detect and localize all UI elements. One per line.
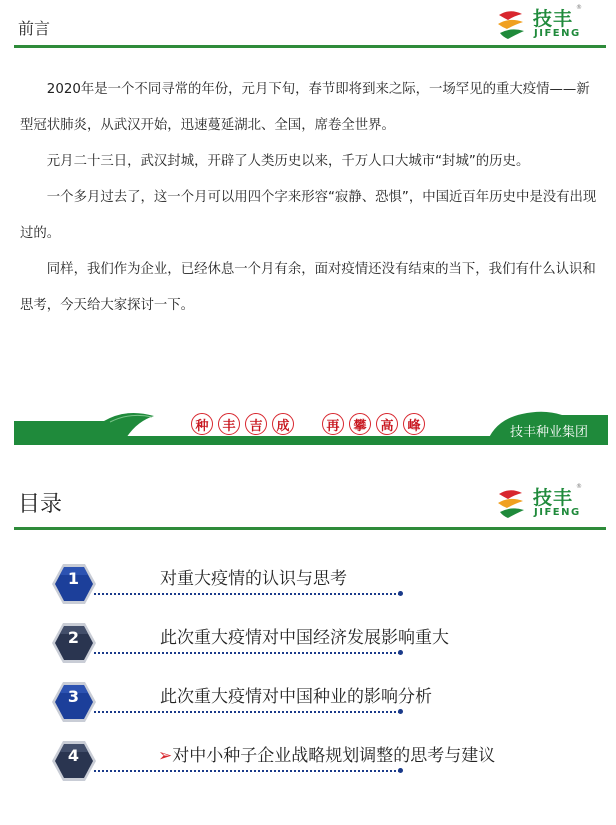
slogan-seal: 峰 (403, 413, 425, 435)
slogan-seal: 再 (322, 413, 344, 435)
slide-title: 前言 (18, 19, 51, 38)
slogan-seal: 攀 (349, 413, 371, 435)
dotted-underline (94, 770, 400, 772)
toc-number: 1 (67, 569, 80, 588)
toc-number: 3 (67, 687, 80, 706)
title-divider (14, 45, 606, 48)
jifeng-logo (496, 483, 586, 525)
brand-name-en: JIFENG (534, 28, 581, 39)
brand-name-cn: 技丰 (533, 487, 574, 509)
dotted-underline (94, 652, 400, 654)
preface-text (20, 72, 600, 324)
toc-label: 此次重大疫情对中国种业的影响分析 (160, 687, 432, 707)
dot-end (398, 768, 403, 773)
slogan-seals (191, 413, 425, 435)
slide-title: 目录 (18, 492, 63, 517)
jifeng-logo (496, 4, 586, 46)
registered-mark: ® (576, 4, 582, 11)
footer-band (14, 410, 608, 445)
toc-item[interactable] (50, 620, 449, 666)
dotted-underline (94, 593, 400, 595)
jifeng-logo-icon (496, 485, 532, 521)
dot-end (398, 591, 403, 596)
toc-item[interactable] (50, 561, 410, 607)
toc-item[interactable] (50, 738, 496, 784)
toc-number: 2 (67, 628, 80, 647)
company-name: 技丰种业集团 (509, 425, 588, 440)
slogan-seal: 高 (376, 413, 398, 435)
paragraph: 同样，我们作为企业，已经休息一个月有余，面对疫情还没有结束的当下，我们有什么认识和思考，今天给大家探讨一下。 (20, 262, 596, 313)
paragraph: 一个多月过去了，这一个月可以用四个字来形容“寂静、恐惧”，中国近百年历史中是没有出现过的。 (20, 190, 597, 241)
dot-end (398, 709, 403, 714)
slogan-seal: 成 (272, 413, 294, 435)
brand-name-en: JIFENG (534, 507, 581, 518)
slogan-seal: 丰 (218, 413, 240, 435)
registered-mark: ® (576, 483, 582, 490)
toc-number: 4 (67, 746, 80, 765)
paragraph: 元月二十三日，武汉封城，开辟了人类历史以来，千万人口大城市“封城”的历史。 (46, 154, 530, 169)
paragraph: 2020年是一个不同寻常的年份，元月下旬，春节即将到来之际，一场罕见的重大疫情——新型冠状肺炎，从武汉开始，迅速蔓延湖北、全国，席卷全世界。 (20, 82, 590, 133)
dotted-underline (94, 711, 400, 713)
dot-end (398, 650, 403, 655)
slogan-seal: 种 (191, 413, 213, 435)
toc-slide (0, 465, 616, 825)
brand-name-cn: 技丰 (533, 8, 574, 30)
jifeng-logo-icon (496, 6, 532, 42)
toc-label: ➢对中小种子企业战略规划调整的思考与建议 (158, 746, 496, 766)
toc-label: 对重大疫情的认识与思考 (160, 569, 347, 589)
bullet-arrow-icon: ➢ (158, 746, 173, 766)
slogan-seal: 吉 (245, 413, 267, 435)
title-divider (14, 527, 606, 530)
toc-item[interactable] (50, 679, 432, 725)
toc-label: 此次重大疫情对中国经济发展影响重大 (160, 628, 449, 648)
